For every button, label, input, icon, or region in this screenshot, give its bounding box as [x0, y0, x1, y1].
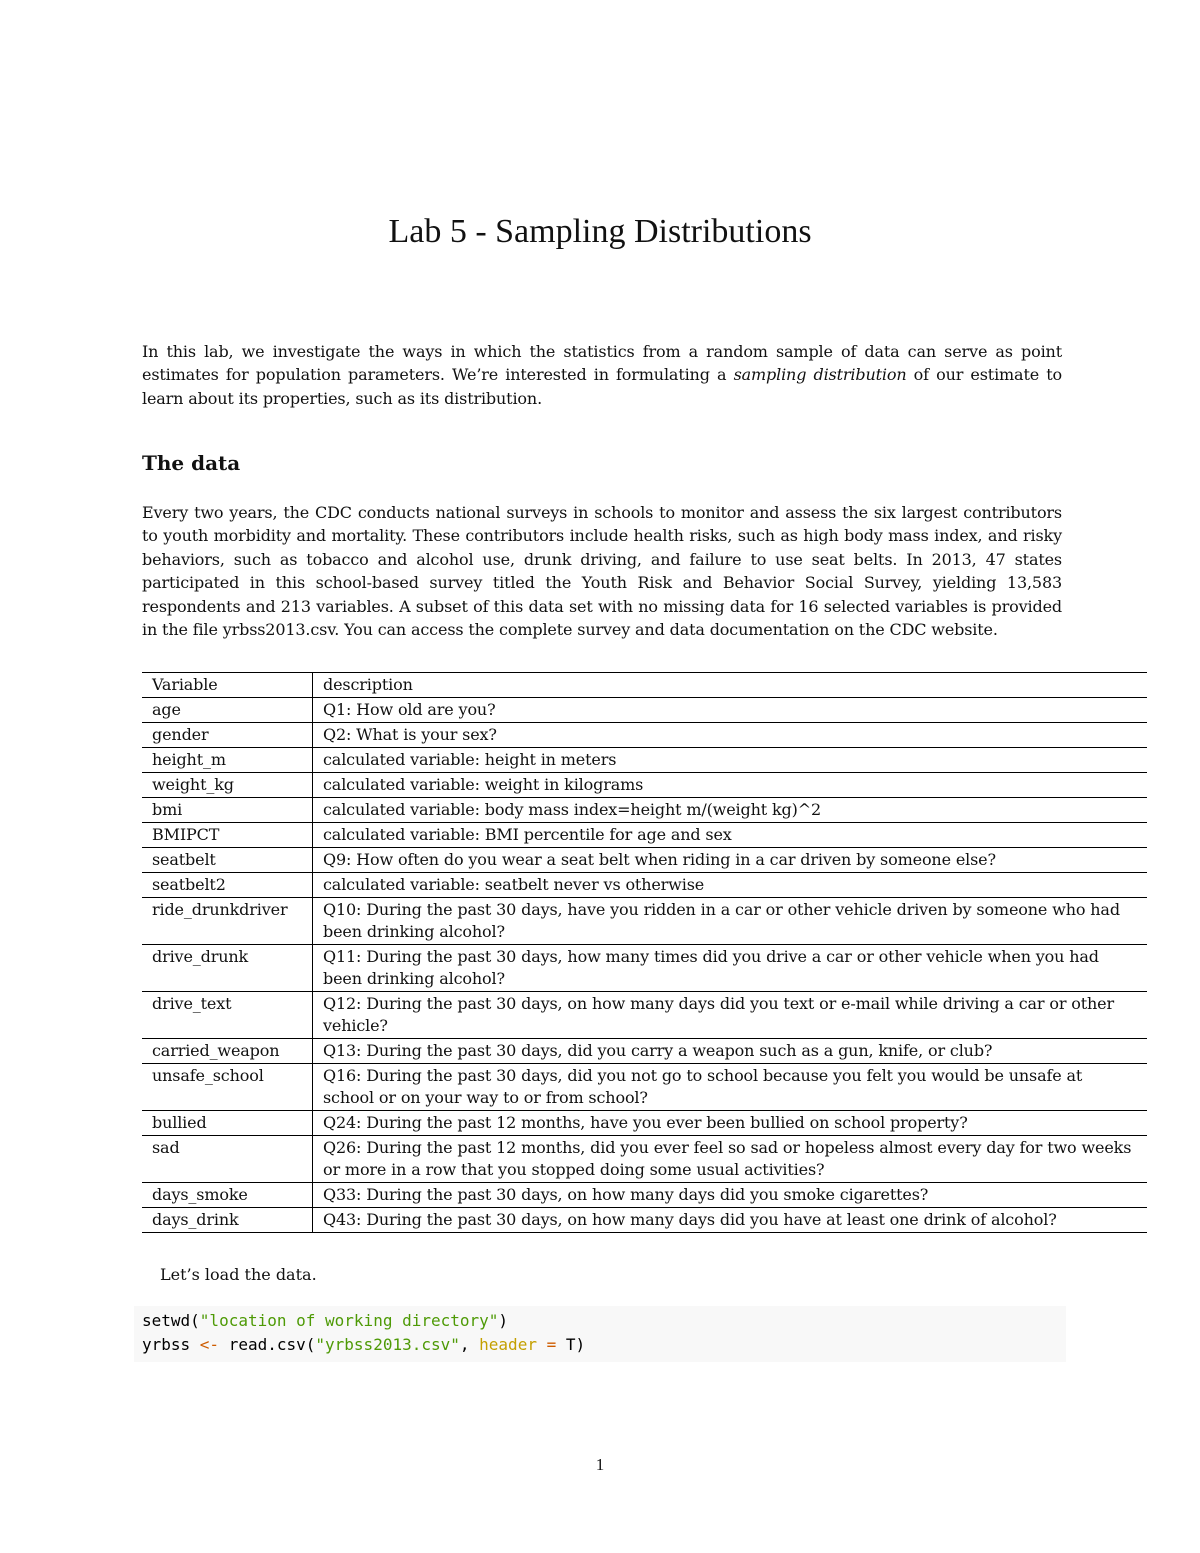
table-row: [142, 823, 1147, 848]
variable-description-cell: Q9: How often do you wear a seat belt when riding in a car driven by someone else?: [313, 848, 1148, 873]
variable-name-cell: weight_kg: [142, 773, 313, 798]
variable-name-cell: days_smoke: [142, 1183, 313, 1208]
variable-description-cell: calculated variable: BMI percentile for age and sex: [313, 823, 1148, 848]
table-row: [142, 848, 1147, 873]
variable-name-cell: gender: [142, 723, 313, 748]
variable-name-cell: carried_weapon: [142, 1039, 313, 1064]
table-row: [142, 1111, 1147, 1136]
code-line-2: [142, 1334, 585, 1356]
data-paragraph: Every two years, the CDC conducts national surveys in schools to monitor and assess the six largest contributors to youth morbidity and mortality. These contributors include health risks, such as high body mass index, and risky behaviors, such as tobacco and alcohol use, drunk driving, and failure to use seat belts. In 2013, 47 states participated in this school-based survey titled the Youth Risk and Behavior Social Survey, yielding 13,583 respondents and 213 variables. A subset of this data set with no missing data for 16 selected variables is provided in the file yrbss2013.csv. You can access the complete survey and data documentation on the CDC website.: [142, 503, 1062, 640]
variable-description-cell: Q43: During the past 30 days, on how many days did you have at least one drink of alcohol?: [313, 1208, 1148, 1233]
code-value: T): [565, 1335, 586, 1354]
table-row: [142, 748, 1147, 773]
variable-description-cell: Q26: During the past 12 months, did you ever feel so sad or hopeless almost every day for two weeks or more in a row that you stopped doing some usual activities?: [313, 1136, 1148, 1183]
variable-name-cell: drive_drunk: [142, 945, 313, 992]
table-row: [142, 992, 1147, 1039]
variable-name-cell: age: [142, 698, 313, 723]
table-row: [142, 1183, 1147, 1208]
code-assign-operator: <-: [199, 1335, 220, 1354]
code-argument: header: [479, 1335, 537, 1354]
variable-description-cell: Q12: During the past 30 days, on how many days did you text or e-mail while driving a car or other vehicle?: [313, 992, 1148, 1039]
intro-text-start: In this lab, we investigate the ways in which the statistics from a random sample of data can serve as point estimates for population parameters. We’re interested in formulating a: [142, 342, 1062, 385]
variable-name-cell: sad: [142, 1136, 313, 1183]
variable-name-cell: days_drink: [142, 1208, 313, 1233]
table-row: [142, 898, 1147, 945]
variable-description-cell: Q11: During the past 30 days, how many times did you drive a car or other vehicle when you had been drinking alcohol?: [313, 945, 1148, 992]
intro-emphasis: sampling distribution: [733, 365, 907, 385]
load-data-text: Let’s load the data.: [160, 1265, 317, 1284]
variable-name-cell: unsafe_school: [142, 1064, 313, 1111]
table-row: [142, 1039, 1147, 1064]
variables-table: [142, 672, 1147, 1233]
code-var: yrbss: [142, 1335, 200, 1354]
variable-description-cell: calculated variable: body mass index=height m/(weight kg)^2: [313, 798, 1148, 823]
column-header-description: description: [313, 673, 1148, 698]
table-body: [142, 698, 1147, 1233]
variable-description-cell: calculated variable: seatbelt never vs otherwise: [313, 873, 1148, 898]
table-row: [142, 798, 1147, 823]
table-row: [142, 698, 1147, 723]
variable-name-cell: BMIPCT: [142, 823, 313, 848]
column-header-variable: Variable: [142, 673, 313, 698]
variable-description-cell: Q1: How old are you?: [313, 698, 1148, 723]
variable-name-cell: height_m: [142, 748, 313, 773]
table-row: [142, 1208, 1147, 1233]
variable-description-cell: Q24: During the past 12 months, have you ever been bullied on school property?: [313, 1111, 1148, 1136]
table-row: [142, 873, 1147, 898]
code-fn-setwd: setwd(: [142, 1311, 200, 1330]
variable-description-cell: calculated variable: weight in kilograms: [313, 773, 1148, 798]
variable-description-cell: calculated variable: height in meters: [313, 748, 1148, 773]
variable-description-cell: Q13: During the past 30 days, did you carry a weapon such as a gun, knife, or club?: [313, 1039, 1148, 1064]
code-comma: ,: [459, 1335, 480, 1354]
code-call: read.csv(: [219, 1335, 316, 1354]
variable-description-cell: Q16: During the past 30 days, did you not go to school because you felt you would be unsafe at school or on your way to or from school?: [313, 1064, 1148, 1111]
variable-name-cell: drive_text: [142, 992, 313, 1039]
table-header-row: [142, 673, 1147, 698]
table-row: [142, 723, 1147, 748]
variable-name-cell: bullied: [142, 1111, 313, 1136]
table-row: [142, 945, 1147, 992]
variable-name-cell: bmi: [142, 798, 313, 823]
table-row: [142, 1064, 1147, 1111]
table-row: [142, 773, 1147, 798]
code-string: "yrbss2013.csv": [315, 1335, 460, 1354]
page-title: Lab 5 - Sampling Distributions: [388, 213, 812, 250]
code-string: "location of working directory": [199, 1311, 499, 1330]
variable-name-cell: seatbelt: [142, 848, 313, 873]
variable-name-cell: ride_drunkdriver: [142, 898, 313, 945]
code-line-1: [142, 1310, 508, 1332]
variable-description-cell: Q33: During the past 30 days, on how many days did you smoke cigarettes?: [313, 1183, 1148, 1208]
variable-name-cell: seatbelt2: [142, 873, 313, 898]
variable-description-cell: Q2: What is your sex?: [313, 723, 1148, 748]
intro-text-end: of our estimate to learn about its properties, such as its distribution.: [142, 365, 1062, 408]
variable-description-cell: Q10: During the past 30 days, have you ridden in a car or other vehicle driven by someone who had been drinking alcohol?: [313, 898, 1148, 945]
section-heading: The data: [142, 451, 241, 475]
code-block: [134, 1306, 1066, 1362]
code-equals-operator: =: [536, 1335, 566, 1354]
code-paren: ): [498, 1311, 509, 1330]
intro-paragraph: [142, 340, 1062, 410]
page-number: 1: [595, 1455, 605, 1474]
table-row: [142, 1136, 1147, 1183]
